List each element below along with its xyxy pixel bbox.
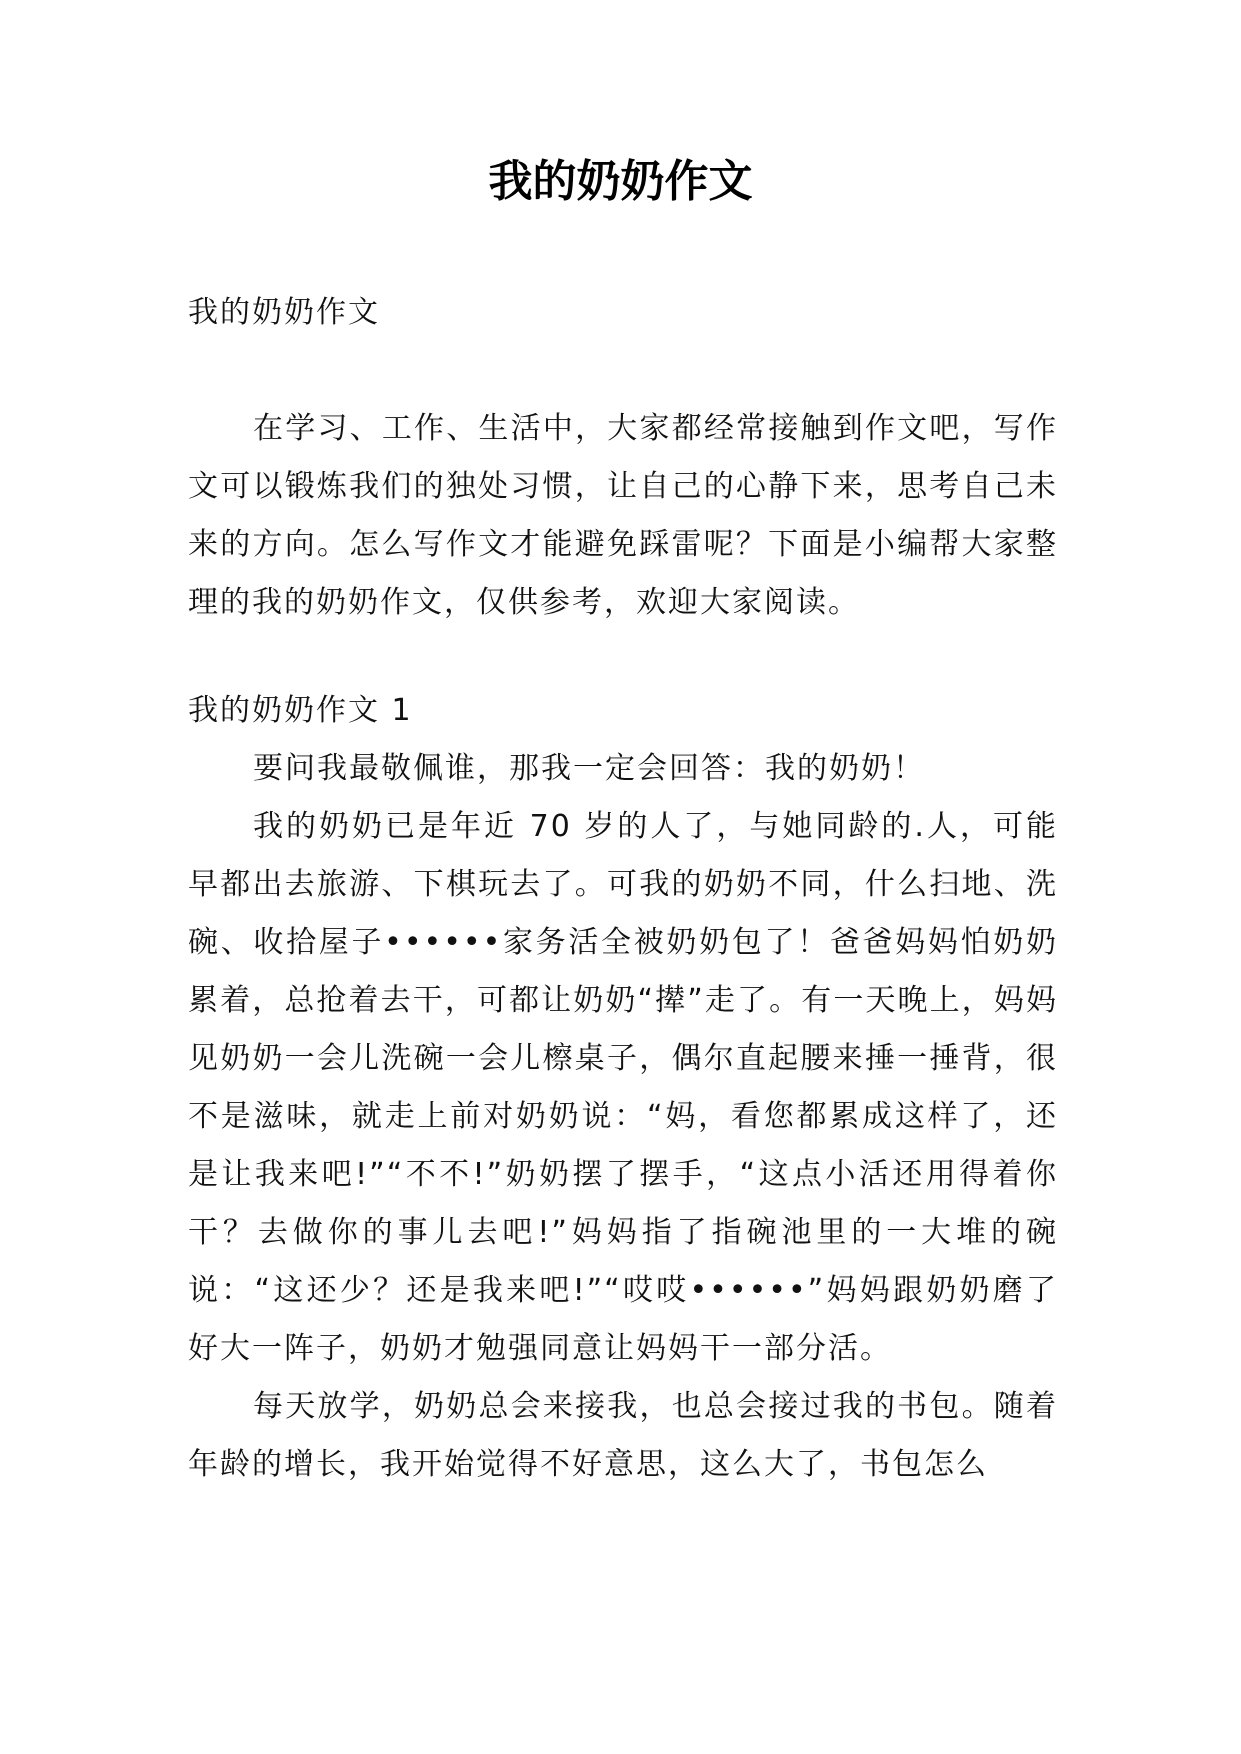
body-paragraph: 我的奶奶已是年近 70 岁的人了，与她同龄的.人，可能早都出去旅游、下棋玩去了。可我的奶奶不同，什么扫地、洗碗、收拾屋子••••••家务活全被奶奶包了！爸爸妈妈怕奶奶累着，总抢着去干，可都让奶奶“撵”走了。有一天晚上，妈妈见奶奶一会儿洗碗一会儿檫桌子，偶尔直起腰来捶一捶背，很不是滋味，就走上前对奶奶说：“妈，看您都累成这样了，还是让我来吧!”“不不!”奶奶摆了摆手，“这点小活还用得着你干？去做你的事儿去吧!”妈妈指了指碗池里的一大堆的碗说：“这还少？还是我来吧!”“哎哎••••••”妈妈跟奶奶磨了好大一阵子，奶奶才勉强同意让妈妈干一部分活。 (188, 809, 1058, 1366)
spacer (188, 342, 1058, 400)
spacer (188, 632, 1058, 682)
intro-paragraph: 在学习、工作、生活中，大家都经常接触到作文吧，写作文可以锻炼我们的独处习惯，让自己的心静下来，思考自己未来的方向。怎么写作文才能避免踩雷呢？下面是小编帮大家整理的我的奶奶作文，仅供参考，欢迎大家阅读。 (188, 411, 1058, 620)
section-heading: 我的奶奶作文 1 (188, 693, 413, 728)
body-paragraph: 要问我最敬佩谁，那我一定会回答：我的奶奶！ (253, 751, 925, 786)
document-body (188, 284, 1058, 1494)
document-subtitle: 我的奶奶作文 (188, 295, 380, 330)
body-paragraph: 每天放学，奶奶总会来接我，也总会接过我的书包。随着年龄的增长，我开始觉得不好意思，这么大了，书包怎么 (188, 1389, 1058, 1482)
document-title: 我的奶奶作文 (488, 156, 753, 207)
